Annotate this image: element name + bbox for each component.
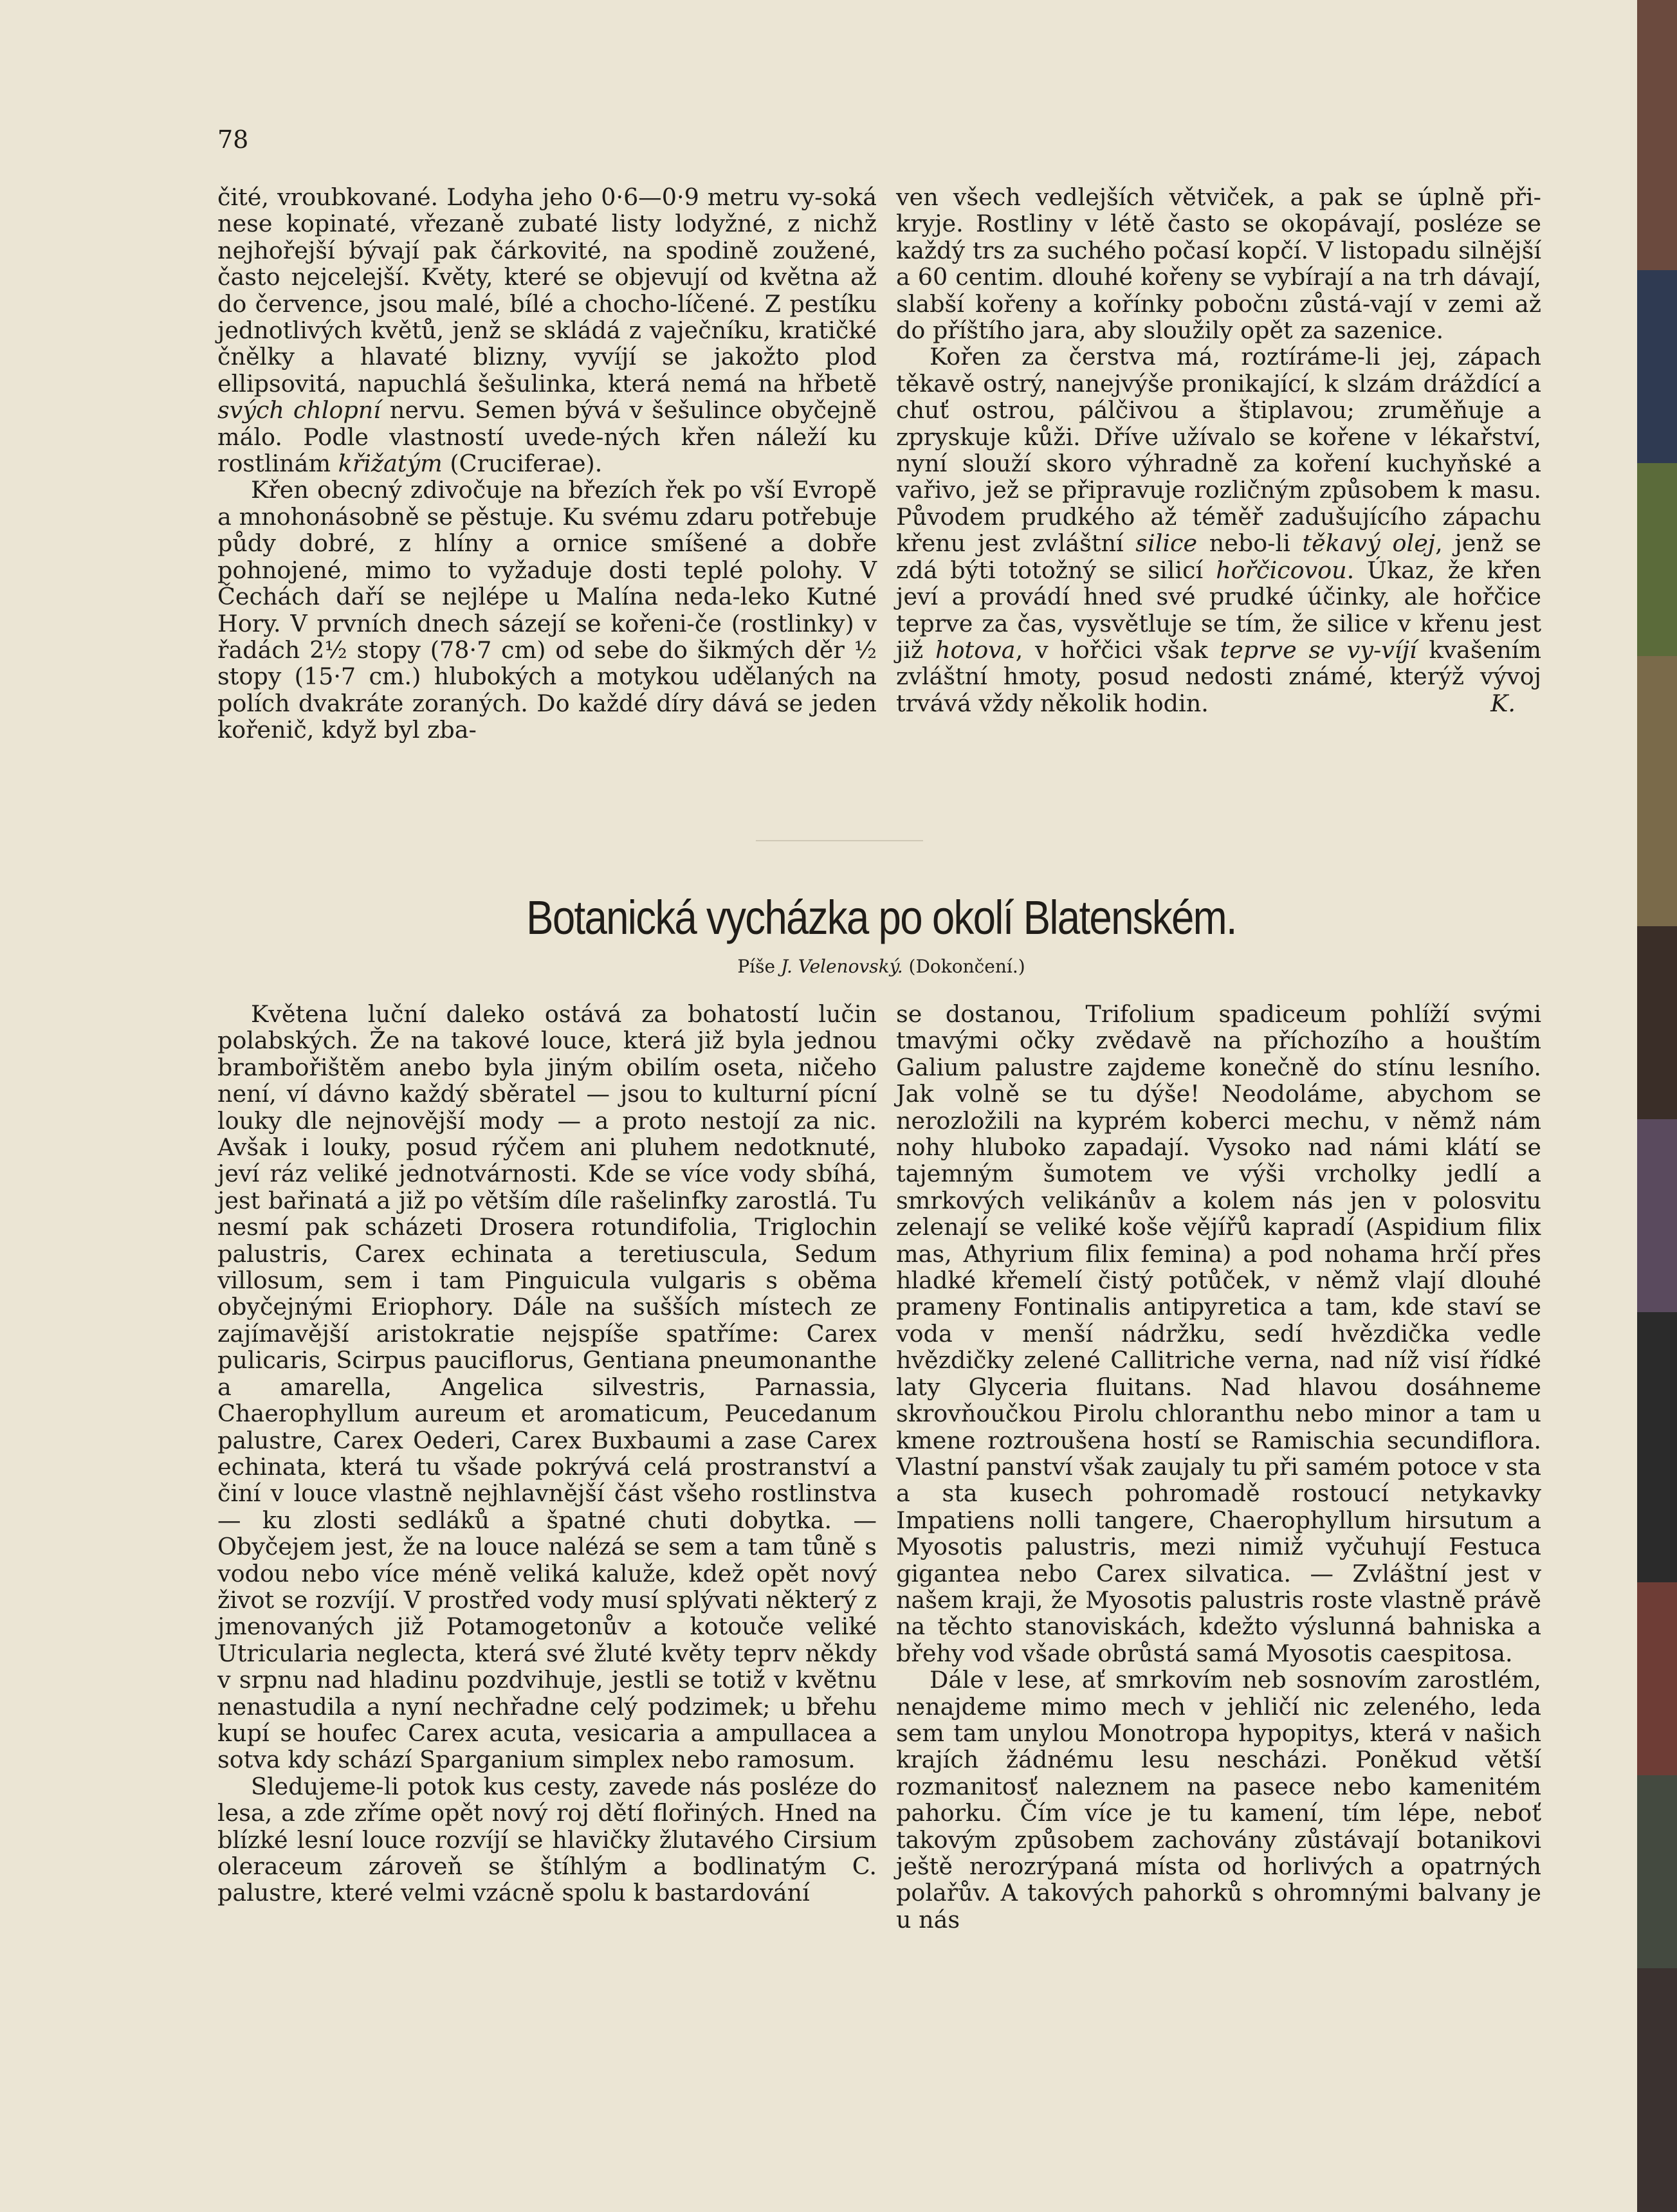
bleed-band <box>1637 0 1677 270</box>
paragraph: se dostanou, Trifolium spadiceum pohlíží svými tmavými očky zvědavě na příchozího a houštím Galium palustre zajdeme konečně do stínu lesního. Jak volně se tu dýše! Neodoláme, abychom se nerozložili na kyprém koberci mechu, v němž nám nohy hluboko zapadají. Vysoko nad námi klátí se tajemným šumotem ve výši vrcholky jedlí a smrkových velikánův a kolem nás jen v polosvitu zelenají se veliké koše vějířů kapradí (Aspidium filix mas, Athyrium filix femina) a pod nohama hrčí přes hladké křemelí čistý potůček, v němž vlají dlouhé prameny Fontinalis antipyretica a tam, kde staví se voda v menší nádržku, sedí hvězdička vedle hvězdičky zelené Callitriche verna, nad níž visí řídké laty Glyceria fluitans. Nad hlavou dosáhneme skrovňoučkou Pirolu chloranthu nebo minor a tam u kmene roztroušena hostí se Ramischia secundiflora. Vlastní panství však zaujaly tu při samém potoce v sta a sta kusech pohromadě rostoucí netykavky Impatiens nolli tangere, Chaerophyllum hirsutum a Myosotis palustris, mezi nimiž vyčuhují Festuca gigantea nebo Carex silvatica. — Zvláštní jest v našem kraji, že Myosotis palustris roste vlastně právě na těchto stanoviskách, kdežto výslunná bahniska a břehy vod všade obrůstá samá Myosotis caespitosa. <box>896 1000 1541 1667</box>
article-title: Botanická vycházka po okolí Blatenském. <box>526 891 1236 944</box>
bleed-band <box>1637 1119 1677 1312</box>
paragraph: čité, vroubkované. Lodyha jeho 0·6—0·9 metru vy-soká nese kopinaté, vřezaně zubaté listy lodyžné, z nichž nejhořejší bývají pak čárkovité, na spodině zoužené, často nejcelejší. Květy, které se objevují od května až do července, jsou malé, bílé a chocho-líčené. Z pestíku jednotlivých květů, jenž se skládá z vaječníku, kratičké čnělky a hlavaté blizny, vyvíjí se jakožto plod ellipsovitá, napuchlá šešulinka, která nemá na hřbetě svých chlopní nervu. Semen bývá v šešulince obyčejně málo. Podle vlastností uvede-ných křen náleží ku rostlinám křižatým (Cruciferae). <box>217 183 877 478</box>
paragraph: Sledujeme-li potok kus cesty, zavede nás posléze do lesa, a zde zříme opět nový roj dětí flořiných. Hned na blízké lesní louce rozvíjí se hlavičky žlutavého Cirsium oleraceum zároveň se štíhlým a bodlinatým C. palustre, které velmi vzácně spolu k bastardování <box>217 1772 877 1907</box>
bottom-left-column <box>217 1001 877 1906</box>
top-right-column <box>896 184 1541 717</box>
byline: Píše J. Velenovský. (Dokončení.) <box>737 956 1025 977</box>
bleed-band <box>1637 926 1677 1119</box>
signature-initial: K. <box>1490 689 1516 717</box>
paragraph: Dále v lese, ať smrkovím neb sosnovím zarostlém, nenajdeme mimo mech v jehličí nic zeleného, leda sem tam unylou Monotropa hypopitys, která v našich krajích žádnému lesu nescházi. Poněkud větší rozmanitosť naleznem na pasece nebo kamenitém pahorku. Čím více je tu kamení, tím lépe, neboť takovým způsobem zachovány zůstávají botanikovi ještě nerozrýpaná místa od horlivých a opatrných polařův. A takových pahorků s ohromnými balvany je u nás <box>896 1666 1541 1933</box>
bottom-right-column <box>896 1001 1541 1933</box>
author-name: J. Velenovský. <box>780 956 903 977</box>
bleed-band <box>1637 270 1677 463</box>
page-number: 78 <box>217 125 249 154</box>
top-left-column <box>217 184 877 744</box>
paragraph: Kořen za čerstva má, roztíráme-li jej, zápach těkavě ostrý, nanejvýše pronikající, k slzám dráždící a chuť ostrou, pálčivou a štiplavou; zruměňuje a zpryskuje kůži. Dříve užívalo se kořene v lékařství, nyní slouží skoro výhradně za koření kuchyňské a vařivo, jež se připravuje rozličným způsobem k masu. Původem prudkého až téměř zadušujícího zápachu křenu jest zvláštní silice nebo-li těkavý olej, jenž se zdá býti totožný se silicí hořčicovou. Úkaz, že křen jeví a provádí hned své prudké účinky, ale hořčice teprve za čas, vysvětluje se tím, že silice v křenu jest již hotova, v hořčici však teprve se vy-víjí kvašením zvláštní hmoty, posud nedosti známé, kterýž vývoj trvává vždy několik hodin. K. <box>896 343 1542 717</box>
bleed-band <box>1637 656 1677 926</box>
paragraph: ven všech vedlejších větviček, a pak se úplně při-kryje. Rostliny v létě často se okopávají, posléze se každý trs za suchého počasí kopčí. V listopadu silnější a 60 centim. dlouhé kořeny se vybírají a na trh dávají, slabší kořeny a kořínky pobočnı zůstá-vají v zemi až do příštího jara, aby sloužily opět za sazenice. <box>896 183 1541 345</box>
page-edge-bleed <box>1637 0 1677 2212</box>
paragraph: Křen obecný zdivočuje na březích řek po vší Evropě a mnohonásobně se pěstuje. Ku svému zdaru potřebuje půdy dobré, z hlíny a ornice smíšené a dobře pohnojené, mimo to vyžaduje dosti teplé polohy. V Čechách daří se nejlépe u Malína neda-leko Kutné Hory. V prvních dnech sázejí se kořeni-če (rostlinky) v řadách 2½ stopy (78·7 cm) od sebe do šikmých děr ½ stopy (15·7 cm.) hlubokých a motykou udělaných na polích dvakráte zoraných. Do každé díry dává se jeden kořenič, když byl zba- <box>217 476 877 744</box>
bleed-band <box>1637 1968 1677 2212</box>
bleed-band <box>1637 1775 1677 1968</box>
bleed-band <box>1637 1312 1677 1582</box>
section-divider <box>756 840 923 841</box>
bleed-band <box>1637 1582 1677 1775</box>
bleed-band <box>1637 463 1677 656</box>
paragraph: Květena luční daleko ostává za bohatostí lučin polabských. Že na takové louce, která již byla jednou brambořištěm anebo byla jiným obilím oseta, ničeho není, ví dávno každý sběratel — jsou to kulturní pícní louky dle nejnovější mody — a proto nestojí za nic. Avšak i louky, posud rýčem ani pluhem nedotknuté, jeví ráz veliké jednotvárnosti. Kde se více vody sbíhá, jest bařinatá a již po větším díle rašelinfky zarostlá. Tu nesmí pak scházeti Drosera rotundifolia, Triglochin palustris, Carex echinata a teretiuscula, Sedum villosum, sem i tam Pinguicula vulgaris s oběma obyčejnými Eriophory. Dále na sušších místech ze zajímavější aristokratie nejspíše spatříme: Carex pulicaris, Scirpus pauciflorus, Gentiana pneumonanthe a amarella, Angelica silvestris, Parnassia, Chaerophyllum aureum et aromaticum, Peucedanum palustre, Carex Oederi, Carex Buxbaumi a zase Carex echinata, která tu všade pokrývá celá prostranství a činí v louce vlastně nejhlavnější část všeho rostlinstva — ku zlosti sedláků a špatné chuti dobytka. — Obyčejem jest, že na louce nalézá se sem a tam tůně s vodou nebo více méně veliká kaluže, kdež opět nový život se rozvíjí. V prostřed vody musí splývati některý z jmenovaných již Potamogetonův a kotouče veliké Utricularia neglecta, která své žluté květy teprv někdy v srpnu nad hladinu pozdvihuje, jestli se totiž v květnu nenastudila a nyní nechřadne celý podzimek; u břehu kupí se houfec Carex acuta, vesicaria a ampullacea a sotva kdy schází Sparganium simplex nebo ramosum. <box>217 1000 877 1774</box>
